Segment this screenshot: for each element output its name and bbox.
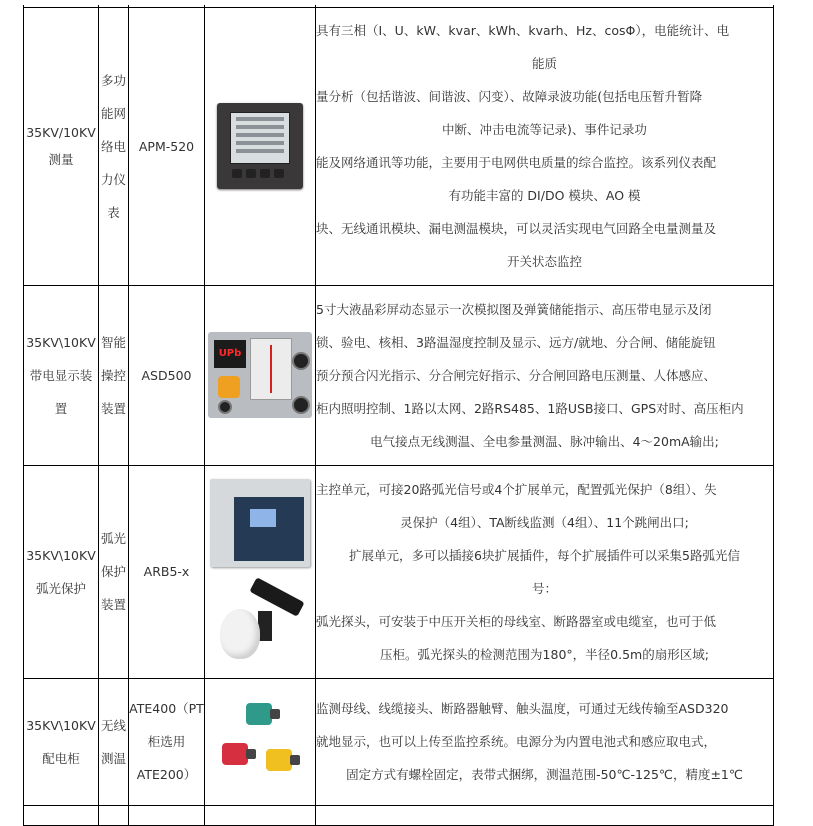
table-row xyxy=(24,678,774,805)
model-line: ARB5-x xyxy=(143,564,190,579)
voltage-line: 35KV\10KV xyxy=(26,334,96,350)
desc-line: 主控单元，可接20路弧光信号或4个扩展单元，配置弧光保护（8组）、失 xyxy=(316,481,717,497)
desc-line: 压柜。弧光探头的检测范围为180°，半径0.5m的扇形区域; xyxy=(380,646,709,662)
model-line: 柜选用 xyxy=(147,734,186,749)
device-display: UPb xyxy=(214,340,246,368)
description-cell xyxy=(316,285,774,465)
description-cell xyxy=(316,7,774,285)
voltage-line: 置 xyxy=(54,400,68,416)
model-line: ATE400（PT xyxy=(129,701,204,716)
name-line: 无线 xyxy=(100,717,126,733)
table-row xyxy=(24,7,774,285)
arc-probe-icon xyxy=(212,575,308,665)
desc-line: 能及网络通讯等功能，主要用于电网供电质量的综合监控。该系列仪表配 xyxy=(316,155,717,170)
voltage-line: 测量 xyxy=(48,152,74,167)
image-cell xyxy=(205,285,316,465)
model-line: APM-520 xyxy=(138,138,195,154)
mimic-panel xyxy=(250,338,292,400)
name-cell xyxy=(99,678,129,805)
relay-lcd xyxy=(250,509,276,527)
desc-line: 柜内照明控制、1路以太网、2路RS485、1路USB接口、GPS对时、高压柜内 xyxy=(316,400,744,416)
voltage-line: 弧光保护 xyxy=(35,580,86,596)
desc-line: 具有三相（I、U、kW、kvar、kWh、kvarh、Hz、cosΦ），电能统计、电 xyxy=(316,23,730,38)
meter-screen xyxy=(230,112,290,164)
name-line: 装置 xyxy=(100,400,126,416)
model-line: ASD500 xyxy=(141,367,192,383)
voltage-line: 带电显示装 xyxy=(29,367,93,383)
name-cell xyxy=(99,285,129,465)
name-line: 力仪 xyxy=(100,171,126,187)
name-cell xyxy=(99,465,129,678)
desc-line: 号： xyxy=(531,580,557,596)
relay-face xyxy=(234,497,304,561)
desc-line: 监测母线、线缆接头、断路器触臂、触头温度，可通过无线传输至ASD320 xyxy=(316,701,729,716)
name-line: 弧光 xyxy=(100,531,126,546)
voltage-line: 35KV\10KV xyxy=(26,717,96,733)
meter-button xyxy=(260,169,270,178)
power-meter-icon xyxy=(217,103,303,189)
desc-line: 中断、冲击电流等记录)、事件记录功 xyxy=(442,122,647,137)
voltage-cell xyxy=(24,465,99,678)
meter-button xyxy=(232,169,242,178)
voltage-line: 配电柜 xyxy=(42,750,80,766)
description-cell xyxy=(316,465,774,678)
meter-button xyxy=(274,169,284,178)
device-knob xyxy=(218,400,232,414)
device-keypad xyxy=(218,376,240,398)
name-cell xyxy=(99,7,129,285)
name-line: 表 xyxy=(107,204,120,220)
product-spec-table xyxy=(23,5,774,826)
desc-line: 有功能丰富的 DI/DO 模块、AO 模 xyxy=(448,188,641,203)
voltage-cell xyxy=(24,678,99,805)
table-row xyxy=(24,285,774,465)
model-cell xyxy=(129,678,205,805)
table-row xyxy=(24,465,774,678)
name-line: 多功 xyxy=(100,72,126,88)
desc-line: 固定方式有螺栓固定，表带式捆绑，测温范围-50℃-125℃，精度±1℃ xyxy=(346,767,743,782)
desc-line: 开关状态监控 xyxy=(506,254,582,269)
device-knob xyxy=(292,396,310,414)
arc-protection-icon xyxy=(210,479,310,567)
desc-line: 5寸大液晶彩屏动态显示一次模拟图及弹簧储能指示、高压带电显示及闭 xyxy=(316,301,712,317)
table-row-partial xyxy=(24,805,774,825)
desc-line: 预分预合闪光指示、分合闸完好指示、分合闸回路电压测量、人体感应、 xyxy=(316,367,717,383)
model-cell xyxy=(129,465,205,678)
image-cell xyxy=(205,7,316,285)
image-cell xyxy=(205,678,316,805)
wireless-temperature-sensor-icon xyxy=(212,697,308,787)
voltage-line: 35KV\10KV xyxy=(26,547,96,563)
name-line: 保护 xyxy=(100,564,126,579)
name-line: 能网 xyxy=(100,105,126,121)
model-cell xyxy=(129,285,205,465)
desc-line: 锁、验电、核相、3路温湿度控制及显示、远方/就地、分合闸、储能旋钮 xyxy=(316,334,716,350)
voltage-cell xyxy=(24,7,99,285)
desc-line: 量分析（包括谐波、间谐波、闪变）、故障录波功能(包括电压暂升暂降 xyxy=(316,89,703,104)
name-line: 智能 xyxy=(100,334,126,350)
device-knob xyxy=(292,352,310,370)
description-cell xyxy=(316,678,774,805)
image-cell xyxy=(205,465,316,678)
model-cell xyxy=(129,7,205,285)
desc-line: 灵保护（4组）、TA断线监测（4组）、11个跳闸出口; xyxy=(400,514,689,530)
name-line: 络电 xyxy=(100,138,126,154)
model-line: ATE200） xyxy=(136,767,197,782)
meter-button xyxy=(246,169,256,178)
voltage-cell xyxy=(24,285,99,465)
desc-line: 能质 xyxy=(531,56,557,71)
desc-line: 电气接点无线测温、全电参量测温、脉冲输出、4～20mA输出; xyxy=(370,433,719,449)
switchgear-controller-icon xyxy=(208,332,312,418)
name-line: 装置 xyxy=(100,597,126,612)
desc-line: 块、无线通讯模块、漏电测温模块，可以灵活实现电气回路全电量测量及 xyxy=(316,221,717,236)
desc-line: 就地显示，也可以上传至监控系统。电源分为内置电池式和感应取电式， xyxy=(316,734,717,749)
voltage-line: 35KV/10KV xyxy=(26,125,96,140)
name-line: 操控 xyxy=(100,367,126,383)
desc-line: 扩展单元，多可以插接6块扩展插件，每个扩展插件可以采集5路弧光信 xyxy=(349,547,740,563)
name-line: 测温 xyxy=(100,750,126,766)
desc-line: 弧光探头，可安装于中压开关柜的母线室、断路器室或电缆室，也可于低 xyxy=(316,613,717,629)
